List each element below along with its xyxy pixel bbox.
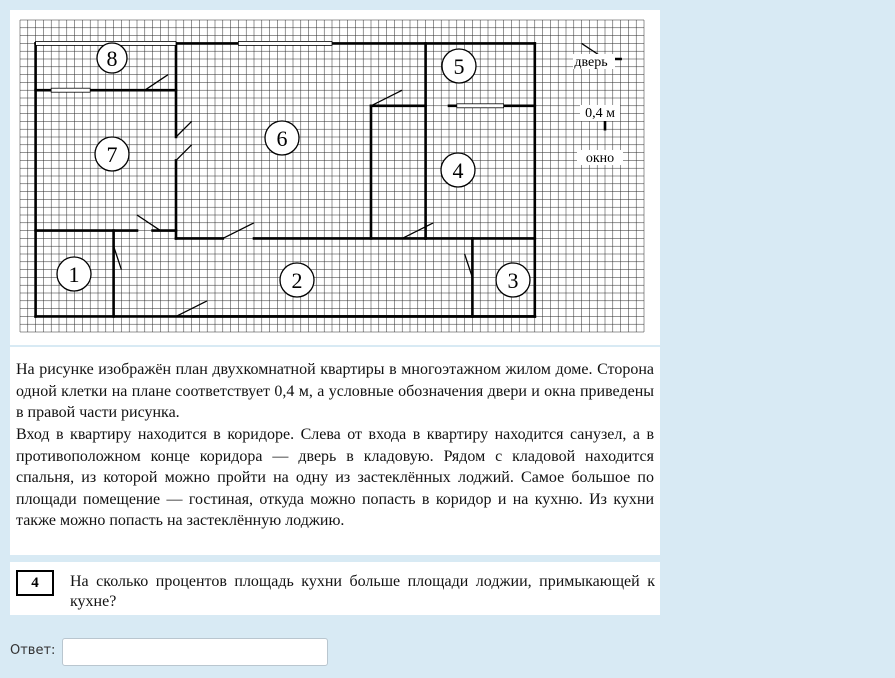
plan-doors <box>114 43 608 316</box>
room-label-5 <box>442 49 476 83</box>
svg-text:7: 7 <box>106 142 118 167</box>
room-label-7 <box>95 137 129 171</box>
svg-text:2: 2 <box>291 268 303 293</box>
problem-paragraph-1: На рисунке изображён план двухкомнатной квартиры в многоэтажном жилом доме. Сторона одной клетки на плане соответствует 0,4 м, а условные обозначения двери и окна приведены в правой части рисунка. <box>16 361 654 421</box>
problem-paragraph-2: Вход в квартиру находится в коридоре. Слева от входа в квартиру находится санузел, а в противоположном конце коридора — дверь в кладовую. Рядом с кладовой находится спальня, из которой можно пройти на одну из застеклённых лоджий. Самое большое по площади помещение — гостиная, откуда можно попасть в коридор и на кухню. Из кухни также можно попасть на застеклённую лоджию. <box>16 426 654 529</box>
floor-plan-drawing <box>10 10 660 345</box>
task-question: На сколько процентов площадь кухни больше площади лоджии, примыкающей к кухне? <box>70 573 655 610</box>
room-label-4 <box>441 153 475 187</box>
plan-walls <box>36 43 621 316</box>
legend-scale-label: 0,4 м <box>585 106 615 121</box>
svg-text:8: 8 <box>106 46 118 71</box>
room-label-2 <box>280 263 314 297</box>
window-mark <box>51 88 90 92</box>
task-number: 4 <box>16 570 54 596</box>
answer-label: Ответ: <box>10 643 56 658</box>
plan-legend <box>573 54 623 166</box>
svg-text:5: 5 <box>453 54 465 79</box>
svg-text:6: 6 <box>276 126 288 151</box>
legend-window-label: окно <box>585 151 615 166</box>
legend-door-label: дверь <box>574 55 608 70</box>
window-mark <box>238 41 332 45</box>
svg-text:3: 3 <box>507 268 519 293</box>
svg-text:4: 4 <box>452 158 464 183</box>
problem-text <box>10 347 660 555</box>
floor-plan-figure <box>10 10 660 345</box>
answer-input[interactable] <box>62 638 328 666</box>
room-label-3 <box>496 263 530 297</box>
room-label-1 <box>57 257 91 291</box>
window-mark <box>457 104 504 108</box>
task-block <box>10 562 660 615</box>
room-label-6 <box>265 121 299 155</box>
room-label-8 <box>97 43 127 73</box>
svg-text:1: 1 <box>68 262 80 287</box>
